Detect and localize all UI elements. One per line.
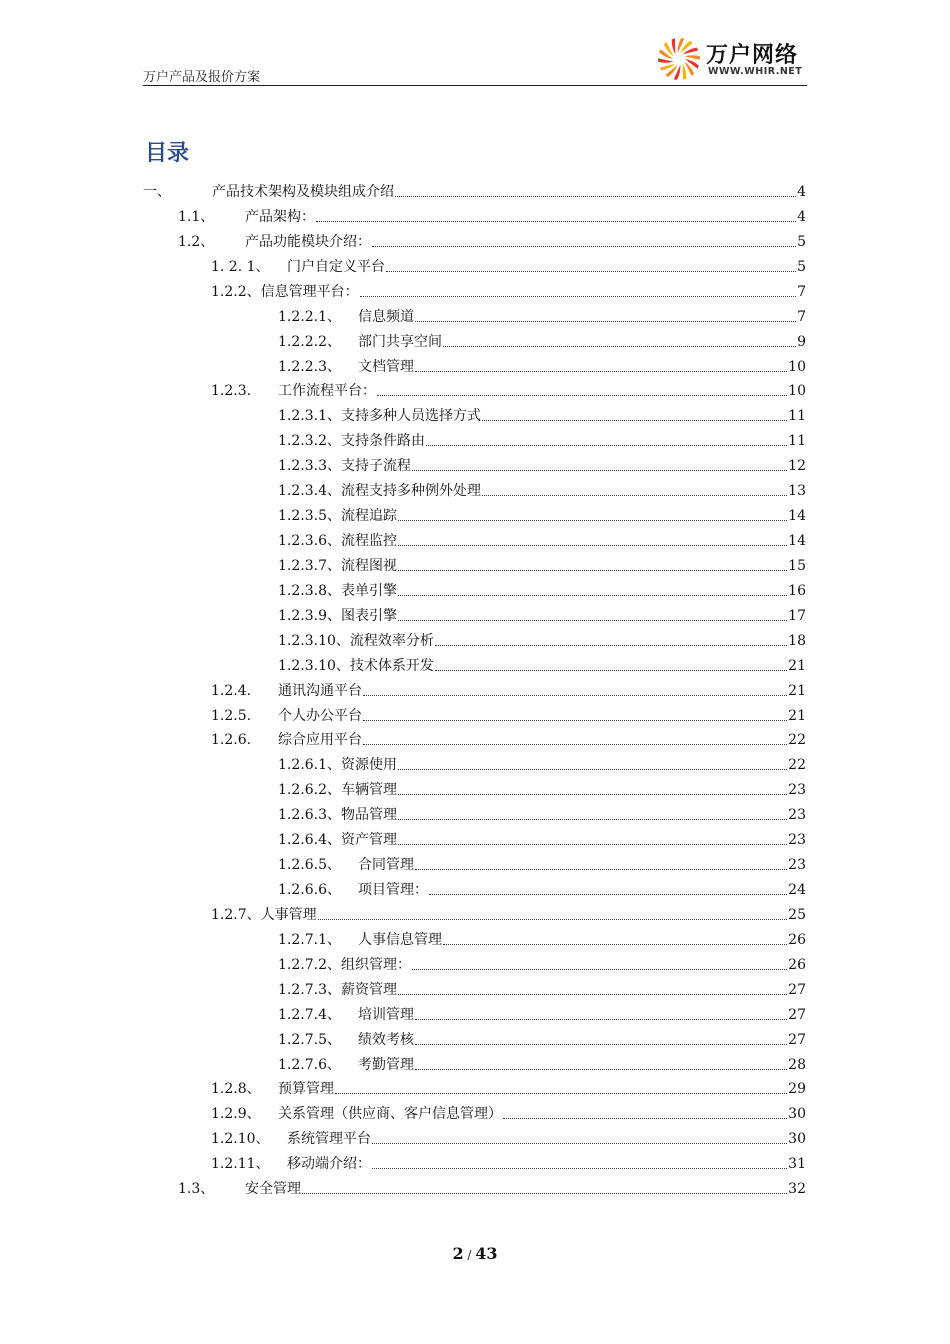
company-logo <box>656 36 812 80</box>
toc-dot-leader <box>398 520 787 521</box>
toc-dot-leader <box>443 346 796 347</box>
logo-ray <box>684 55 700 59</box>
toc-entry-page: 4 <box>797 208 806 225</box>
toc-heading: 目录 <box>145 141 190 166</box>
toc-entry-number: 1.2.9、 <box>211 1106 261 1123</box>
toc-entry[interactable] <box>178 205 806 229</box>
toc-entry-number: 1.2.7.5、 <box>278 1031 341 1048</box>
toc-dot-leader <box>415 321 796 322</box>
toc-entry-page: 23 <box>788 832 806 849</box>
logo-ray <box>658 58 674 62</box>
toc-entry[interactable] <box>278 529 806 553</box>
toc-entry-title: 产品架构： <box>245 208 315 225</box>
toc-entry[interactable] <box>278 1053 806 1077</box>
toc-entry-title: 表单引擎 <box>340 582 397 599</box>
toc-entry-number: 1.2.3.4、 <box>278 483 341 500</box>
toc-entry-title: 信息频道 <box>358 308 414 325</box>
toc-dot-leader <box>415 371 787 372</box>
toc-entry-number: 1.2.6. <box>211 732 252 749</box>
toc-entry-title: 信息管理平台： <box>260 283 359 300</box>
toc-entry-number: 1.2.2、 <box>211 283 261 300</box>
toc-entry-page: 27 <box>788 1031 806 1048</box>
toc-entry-page: 7 <box>797 283 806 300</box>
sunburst-logo-icon <box>656 36 702 82</box>
toc-entry-number: 1.2.3.8、 <box>278 582 341 599</box>
toc-entry-number: 1.2.11、 <box>211 1156 270 1173</box>
toc-dot-leader <box>415 1044 787 1045</box>
logo-ray <box>672 38 676 54</box>
toc-dot-leader <box>363 720 787 721</box>
toc-entry-page: 5 <box>797 258 806 275</box>
toc-entry-page: 23 <box>788 857 806 874</box>
toc-entry-page: 22 <box>788 757 806 774</box>
toc-dot-leader <box>398 794 787 795</box>
toc-entry[interactable] <box>278 305 806 329</box>
toc-dot-leader <box>335 1093 787 1094</box>
toc-entry-page: 7 <box>797 308 806 325</box>
toc-dot-leader <box>415 869 787 870</box>
toc-entry-title: 流程支持多种例外处理 <box>340 483 481 500</box>
toc-entry[interactable] <box>278 604 806 628</box>
toc-entry-number: 1.2.7.1、 <box>278 931 341 948</box>
toc-entry-title: 安全管理 <box>245 1181 301 1198</box>
toc-entry[interactable] <box>278 404 806 428</box>
toc-entry[interactable] <box>278 454 806 478</box>
toc-entry-number: 1.2.2.3、 <box>278 358 341 375</box>
toc-entry[interactable] <box>278 828 806 852</box>
toc-entry-page: 32 <box>788 1181 806 1198</box>
toc-entry-number: 1.2.6.2、 <box>278 782 341 799</box>
toc-dot-leader <box>386 271 796 272</box>
toc-entry-number: 1.2.7.6、 <box>278 1056 341 1073</box>
toc-entry-title: 资产管理 <box>340 832 397 849</box>
toc-entry-page: 13 <box>788 483 806 500</box>
toc-entry-number: 1.2.7.3、 <box>278 981 341 998</box>
toc-entry-page: 4 <box>797 184 806 200</box>
toc-entry-title: 物品管理 <box>340 807 397 824</box>
toc-dot-leader <box>395 196 796 197</box>
toc-entry-page: 17 <box>788 607 806 624</box>
toc-entry-page: 28 <box>788 1056 806 1073</box>
toc-entry-page: 31 <box>788 1156 806 1173</box>
toc-dot-leader <box>412 470 787 471</box>
toc-entry-title: 人事管理 <box>260 906 317 923</box>
toc-dot-leader <box>377 395 787 396</box>
toc-entry-page: 5 <box>797 233 806 250</box>
toc-entry-page: 23 <box>788 807 806 824</box>
toc-entry-number: 1.2.6.3、 <box>278 807 341 824</box>
toc-entry-page: 15 <box>788 557 806 574</box>
toc-entry[interactable] <box>278 853 806 877</box>
page-header-title: 万户产品及报价方案 <box>143 70 261 85</box>
toc-entry[interactable] <box>278 978 806 1002</box>
toc-entry[interactable] <box>178 230 806 254</box>
toc-entry-number: 1.2.3.10、 <box>278 657 350 674</box>
toc-entry-number: 1. 2. 1、 <box>211 258 270 275</box>
toc-entry-title: 移动端介绍： <box>287 1156 371 1173</box>
toc-dot-leader <box>398 545 787 546</box>
toc-entry-title: 绩效考核 <box>358 1031 414 1048</box>
toc-entry-page: 16 <box>788 582 806 599</box>
toc-entry-title: 薪资管理 <box>340 981 397 998</box>
toc-entry[interactable] <box>211 1127 806 1151</box>
toc-entry[interactable] <box>278 554 806 578</box>
toc-entry[interactable] <box>278 355 806 379</box>
toc-entry[interactable] <box>211 1102 806 1126</box>
toc-entry-title: 支持条件路由 <box>340 433 425 450</box>
toc-entry-title: 技术体系开发 <box>349 657 434 674</box>
toc-entry[interactable] <box>278 878 806 902</box>
toc-entry-page: 10 <box>788 358 806 375</box>
toc-entry[interactable] <box>278 429 806 453</box>
toc-entry-page: 9 <box>797 333 806 350</box>
toc-entry-title: 通讯沟通平台 <box>278 682 362 699</box>
toc-dot-leader <box>316 221 796 222</box>
toc-entry-number: 一、 <box>143 184 171 200</box>
logo-url: WWW.WHIR.NET <box>708 66 803 77</box>
toc-dot-leader <box>363 695 787 696</box>
toc-entry[interactable] <box>178 1177 806 1201</box>
toc-entry-title: 综合应用平台 <box>278 732 362 749</box>
toc-entry-title: 流程图视 <box>340 557 397 574</box>
toc-entry-page: 29 <box>788 1081 806 1098</box>
toc-entry[interactable] <box>278 1003 806 1027</box>
toc-entry[interactable] <box>278 504 806 528</box>
toc-entry-number: 1.2.3. <box>211 383 252 400</box>
toc-entry-title: 组织管理： <box>340 956 411 973</box>
toc-dot-leader <box>398 769 787 770</box>
toc-dot-leader <box>398 570 787 571</box>
toc-dot-leader <box>318 919 788 920</box>
toc-dot-leader <box>398 819 787 820</box>
toc-entry-number: 1.2.6.5、 <box>278 857 341 874</box>
toc-entry[interactable] <box>278 629 806 653</box>
toc-entry[interactable] <box>211 704 806 728</box>
toc-entry-number: 1.3、 <box>178 1181 215 1198</box>
toc-entry[interactable] <box>278 479 806 503</box>
toc-dot-leader <box>398 994 787 995</box>
toc-entry[interactable] <box>278 928 806 952</box>
toc-dot-leader <box>415 1019 787 1020</box>
toc-entry-page: 26 <box>788 956 806 973</box>
toc-entry[interactable] <box>143 180 806 204</box>
toc-entry-title: 支持多种人员选择方式 <box>340 408 481 425</box>
toc-dot-leader <box>426 445 787 446</box>
toc-entry-title: 图表引擎 <box>340 607 397 624</box>
toc-entry-number: 1.2.4. <box>211 682 252 699</box>
toc-entry[interactable] <box>211 1152 806 1176</box>
toc-entry-number: 1.2.10、 <box>211 1131 270 1148</box>
toc-entry[interactable] <box>211 679 806 703</box>
toc-entry-number: 1.2.6.6、 <box>278 882 341 899</box>
toc-dot-leader <box>482 495 787 496</box>
toc-entry-page: 27 <box>788 1006 806 1023</box>
toc-entry-title: 工作流程平台： <box>278 383 376 400</box>
toc-entry-number: 1.2.2.2、 <box>278 333 341 350</box>
toc-entry-number: 1.2.3.9、 <box>278 607 341 624</box>
toc-entry[interactable] <box>278 1028 806 1052</box>
toc-entry-title: 车辆管理 <box>340 782 397 799</box>
toc-dot-leader <box>302 1193 787 1194</box>
toc-entry-title: 流程追踪 <box>340 508 397 525</box>
toc-entry-title: 培训管理 <box>358 1006 414 1023</box>
toc-entry-title: 产品技术架构及模块组成介绍 <box>212 184 394 200</box>
toc-entry[interactable] <box>278 953 806 977</box>
toc-entry-page: 14 <box>788 508 806 525</box>
toc-entry[interactable] <box>211 255 806 279</box>
toc-entry-title: 门户自定义平台 <box>287 258 385 275</box>
toc-entry-page: 10 <box>788 383 806 400</box>
toc-entry-number: 1.2、 <box>178 233 215 250</box>
toc-entry-page: 21 <box>788 707 806 724</box>
page-number <box>0 1244 950 1263</box>
toc-entry-number: 1.2.3.10、 <box>278 632 350 649</box>
toc-entry-title: 合同管理 <box>358 857 414 874</box>
toc-entry-number: 1.2.7、 <box>211 906 261 923</box>
header-divider <box>143 85 807 86</box>
page-total: 43 <box>475 1244 498 1263</box>
toc-dot-leader <box>398 620 787 621</box>
toc-entry-page: 24 <box>788 882 806 899</box>
toc-entry-title: 关系管理（供应商、客户信息管理） <box>278 1106 502 1123</box>
toc-entry-page: 14 <box>788 533 806 550</box>
toc-dot-leader <box>360 296 796 297</box>
toc-entry-page: 21 <box>788 682 806 699</box>
toc-dot-leader <box>412 969 787 970</box>
toc-entry-title: 部门共享空间 <box>358 333 442 350</box>
toc-entry-number: 1.2.3.5、 <box>278 508 341 525</box>
toc-dot-leader <box>443 944 787 945</box>
toc-entry[interactable] <box>211 728 806 752</box>
logo-ray <box>678 38 685 53</box>
toc-entry-title: 支持子流程 <box>340 458 411 475</box>
toc-entry-title: 资源使用 <box>340 757 397 774</box>
toc-entry-title: 项目管理： <box>358 882 428 899</box>
toc-entry-page: 26 <box>788 931 806 948</box>
toc-entry-number: 1.2.6.4、 <box>278 832 341 849</box>
logo-ray <box>674 65 681 80</box>
page-current: 2 <box>452 1244 464 1263</box>
toc-entry[interactable] <box>278 654 806 678</box>
toc-entry-title: 流程效率分析 <box>349 632 434 649</box>
toc-dot-leader <box>363 744 787 745</box>
toc-entry-number: 1.2.2.1、 <box>278 308 341 325</box>
toc-entry[interactable] <box>278 803 806 827</box>
toc-entry-title: 个人办公平台 <box>278 707 362 724</box>
toc-dot-leader <box>372 246 796 247</box>
toc-entry[interactable] <box>211 280 806 304</box>
toc-entry-page: 25 <box>788 906 806 923</box>
toc-entry[interactable] <box>211 903 806 927</box>
toc-entry-number: 1.2.8、 <box>211 1081 261 1098</box>
toc-entry-page: 23 <box>788 782 806 799</box>
toc-entry-title: 考勤管理 <box>358 1056 414 1073</box>
toc-entry-title: 流程监控 <box>340 533 397 550</box>
toc-entry-page: 22 <box>788 732 806 749</box>
toc-dot-leader <box>435 670 787 671</box>
toc-entry-number: 1.2.3.3、 <box>278 458 341 475</box>
toc-entry-page: 21 <box>788 657 806 674</box>
logo-ray <box>683 64 687 80</box>
toc-dot-leader <box>372 1168 787 1169</box>
toc-dot-leader <box>398 595 787 596</box>
toc-entry-page: 27 <box>788 981 806 998</box>
toc-dot-leader <box>482 420 787 421</box>
toc-entry-page: 30 <box>788 1131 806 1148</box>
toc-entry-title: 产品功能模块介绍： <box>245 233 371 250</box>
toc-entry-number: 1.1、 <box>178 208 215 225</box>
toc-entry-number: 1.2.3.6、 <box>278 533 341 550</box>
page-separator: / <box>467 1248 472 1262</box>
toc-entry-number: 1.2.3.1、 <box>278 408 341 425</box>
toc-dot-leader <box>398 844 787 845</box>
toc-entry-page: 11 <box>788 408 806 425</box>
toc-entry[interactable] <box>278 579 806 603</box>
toc-entry-number: 1.2.6.1、 <box>278 757 341 774</box>
toc-entry-number: 1.2.7.2、 <box>278 956 341 973</box>
toc-entry[interactable] <box>278 778 806 802</box>
toc-entry-page: 12 <box>788 458 806 475</box>
toc-entry-title: 人事信息管理 <box>358 931 442 948</box>
toc-entry[interactable] <box>278 330 806 354</box>
toc-entry-title: 文档管理 <box>358 358 414 375</box>
toc-entry-number: 1.2.7.4、 <box>278 1006 341 1023</box>
toc-entry[interactable] <box>211 379 806 403</box>
toc-entry-number: 1.2.5. <box>211 707 252 724</box>
toc-entry-page: 18 <box>788 632 806 649</box>
toc-entry-page: 30 <box>788 1106 806 1123</box>
toc-dot-leader <box>429 894 787 895</box>
toc-entry[interactable] <box>278 753 806 777</box>
toc-entry-number: 1.2.3.2、 <box>278 433 341 450</box>
toc-entry-title: 预算管理 <box>278 1081 334 1098</box>
logo-text: 万户网络 <box>706 43 799 68</box>
toc-entry-title: 系统管理平台 <box>287 1131 371 1148</box>
toc-entry-number: 1.2.3.7、 <box>278 557 341 574</box>
toc-dot-leader <box>435 645 787 646</box>
toc-dot-leader <box>503 1118 787 1119</box>
toc-entry-page: 11 <box>788 433 806 450</box>
toc-entry[interactable] <box>211 1077 806 1101</box>
toc-dot-leader <box>372 1143 787 1144</box>
toc-dot-leader <box>415 1069 787 1070</box>
